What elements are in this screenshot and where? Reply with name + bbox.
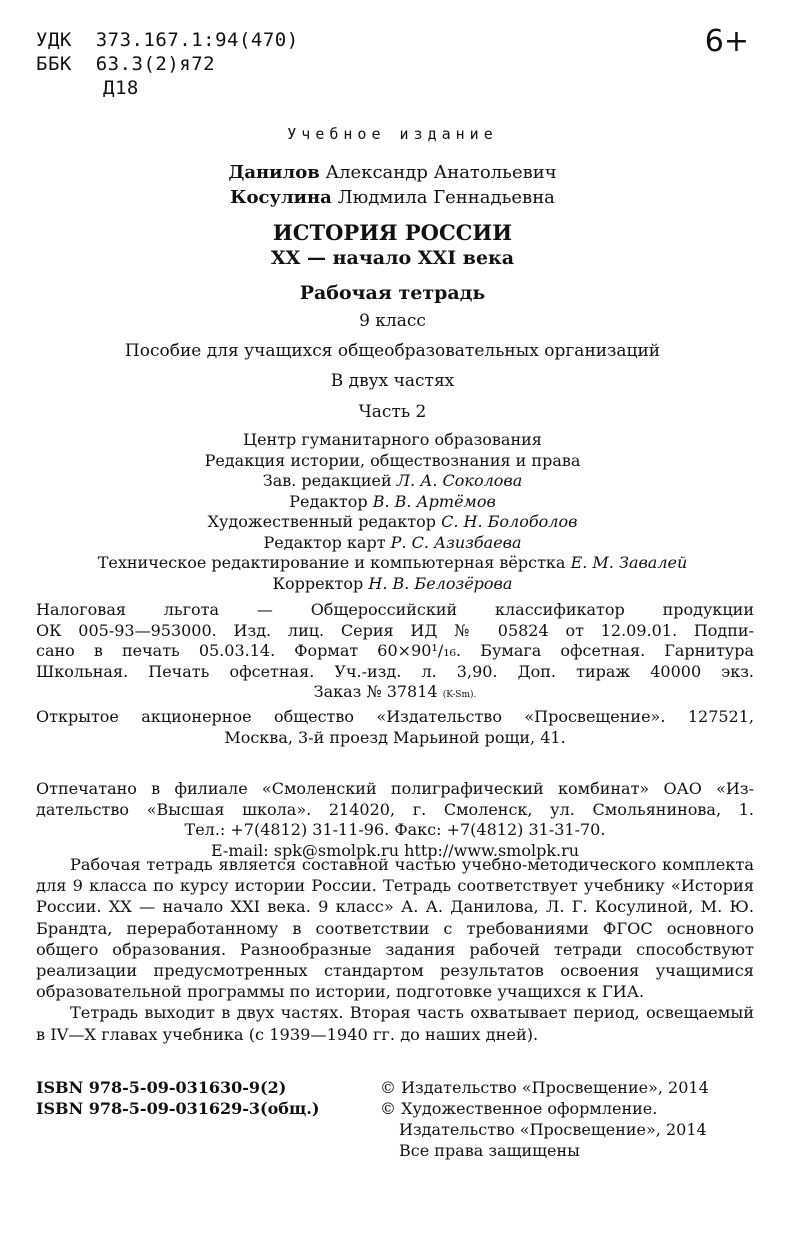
- staff-tech-label: Техническое редактирование и компьютерная вёрстка: [97, 553, 566, 572]
- staff-editor: [0, 492, 785, 513]
- publisher-line-2: Москва, 3-й проезд Марьиной рощи, 41.: [224, 727, 566, 747]
- tax-line-3: сано в печать 05.03.14. Формат 60×90¹/₁₆. Бумага офсетная. Гарнитура: [36, 641, 754, 660]
- annotation: [36, 854, 754, 1045]
- order-label: Заказ № 37814: [313, 682, 438, 701]
- annotation-paragraph-1: Рабочая тетрадь является составной частью учебно-методического комплекта для 9 класса по курсу истории России. Тетрадь соответствует учебнику «История России. XX — начало XXI века. 9 класс» А. А. Данилова, Л. Г. Косулиной, М. Ю. Брандта, переработанному в соответствии с требованиями ФГОС основного общего образования. Разнообразные задания рабочей тетради способствуют реализации предусмотренных стандартом результатов освоения учащимися образовательной программы по истории, подготовке учащихся к ГИА.: [36, 855, 754, 1002]
- staff-editor-label: Редактор: [289, 491, 368, 511]
- staff-department: Редакция истории, обществознания и права: [204, 450, 581, 470]
- isbn-total: ISBN 978-5-09-031629-3(общ.): [36, 1099, 320, 1118]
- book-purpose: Пособие для учащихся общеобразовательных организаций: [124, 341, 661, 361]
- tax-line-2: ОК 005-93—953000. Изд. лиц. Серия ИД № 05824 от 12.09.01. Подпи-: [36, 620, 754, 640]
- staff-head-label: Зав. редакцией: [262, 471, 392, 490]
- staff-map-label: Редактор карт: [263, 532, 386, 552]
- copyright-line-3: Издательство «Просвещение», 2014: [399, 1120, 707, 1139]
- authors: [0, 160, 785, 210]
- annotation-paragraph-2: Тетрадь выходит в двух частях. Вторая часть охватывает период, освещаемый в IV—X главах учебника (с 1939—1940 гг. до наших дней).: [36, 1003, 754, 1044]
- author-1-surname: Данилов: [228, 162, 320, 183]
- staff-head-name: Л. А. Соколова: [396, 471, 523, 490]
- author-2: [0, 185, 785, 210]
- edition-type: Учебное издание: [287, 125, 498, 143]
- printed-line-4: E-mail: spk@smolpk.ru http://www.smolpk.ru: [210, 840, 580, 860]
- author-2-surname: Косулина: [230, 187, 332, 208]
- book-period: XX — начало XXI века: [270, 247, 515, 269]
- staff-corrector-name: Н. В. Белозёрова: [368, 573, 513, 593]
- copyright-block: [380, 1077, 709, 1161]
- age-rating: 6+: [704, 24, 749, 59]
- tax-info: [36, 600, 754, 706]
- author-2-name: Людмила Геннадьевна: [337, 187, 555, 208]
- order-code: (K-Sm).: [442, 690, 477, 700]
- printed-line-1: Отпечатано в филиале «Смоленский полиграфический комбинат» ОАО «Из-: [36, 779, 754, 798]
- book-title: ИСТОРИЯ РОССИИ: [272, 220, 513, 245]
- staff-corrector: [0, 574, 785, 595]
- printed-line-3: Тел.: +7(4812) 31-11-96. Факс: +7(4812) 31-31-70.: [184, 820, 606, 839]
- copyright-line-4: Все права защищены: [399, 1141, 580, 1160]
- staff-tech-editor: [0, 553, 785, 574]
- printed-line-2: дательство «Высшая школа». 214020, г. Смоленск, ул. Смольянинова, 1.: [36, 799, 754, 819]
- staff-art-name: С. Н. Болоболов: [441, 512, 578, 531]
- isbn-part: ISBN 978-5-09-031630-9(2): [36, 1078, 287, 1097]
- book-part: Часть 2: [358, 402, 427, 422]
- staff-tech-name: Е. М. Завалей: [570, 553, 688, 572]
- copyright-line-2: © Художественное оформление.: [380, 1099, 658, 1118]
- staff-head: [0, 471, 785, 492]
- udk-code: УДК 373.167.1:94(470): [36, 29, 299, 51]
- publisher-line-1: Открытое акционерное общество «Издательство «Просвещение». 127521,: [36, 707, 754, 726]
- staff-corrector-label: Корректор: [272, 573, 364, 593]
- classification-codes: [36, 28, 299, 100]
- author-1-name: Александр Анатольевич: [325, 162, 557, 183]
- staff-editor-name: В. В. Артёмов: [372, 491, 496, 511]
- copyright-line-1: © Издательство «Просвещение», 2014: [380, 1078, 709, 1097]
- staff-art-label: Художественный редактор: [207, 512, 437, 531]
- book-type: Рабочая тетрадь: [299, 282, 486, 304]
- order-number: [36, 682, 754, 706]
- staff-center: Центр гуманитарного образования: [243, 430, 542, 449]
- staff-art-editor: [0, 512, 785, 533]
- author-sign: Д18: [103, 77, 139, 99]
- staff-map-editor: [0, 533, 785, 554]
- bbk-code: ББК 63.3(2)я72: [36, 53, 216, 75]
- editorial-staff: [0, 430, 785, 594]
- book-grade: 9 класс: [359, 311, 426, 331]
- isbn-block: [36, 1077, 319, 1119]
- author-1: [0, 160, 785, 185]
- tax-line-4: Школьная. Печать офсетная. Уч.-изд. л. 3,90. Доп. тираж 40000 экз.: [36, 661, 754, 681]
- staff-map-name: Р. С. Азизбаева: [390, 532, 522, 552]
- tax-line-1: Налоговая льгота — Общероссийский классификатор продукции: [36, 600, 754, 619]
- book-parts: В двух частях: [330, 371, 455, 391]
- publisher-info: [36, 707, 754, 748]
- printing-info: [36, 779, 754, 861]
